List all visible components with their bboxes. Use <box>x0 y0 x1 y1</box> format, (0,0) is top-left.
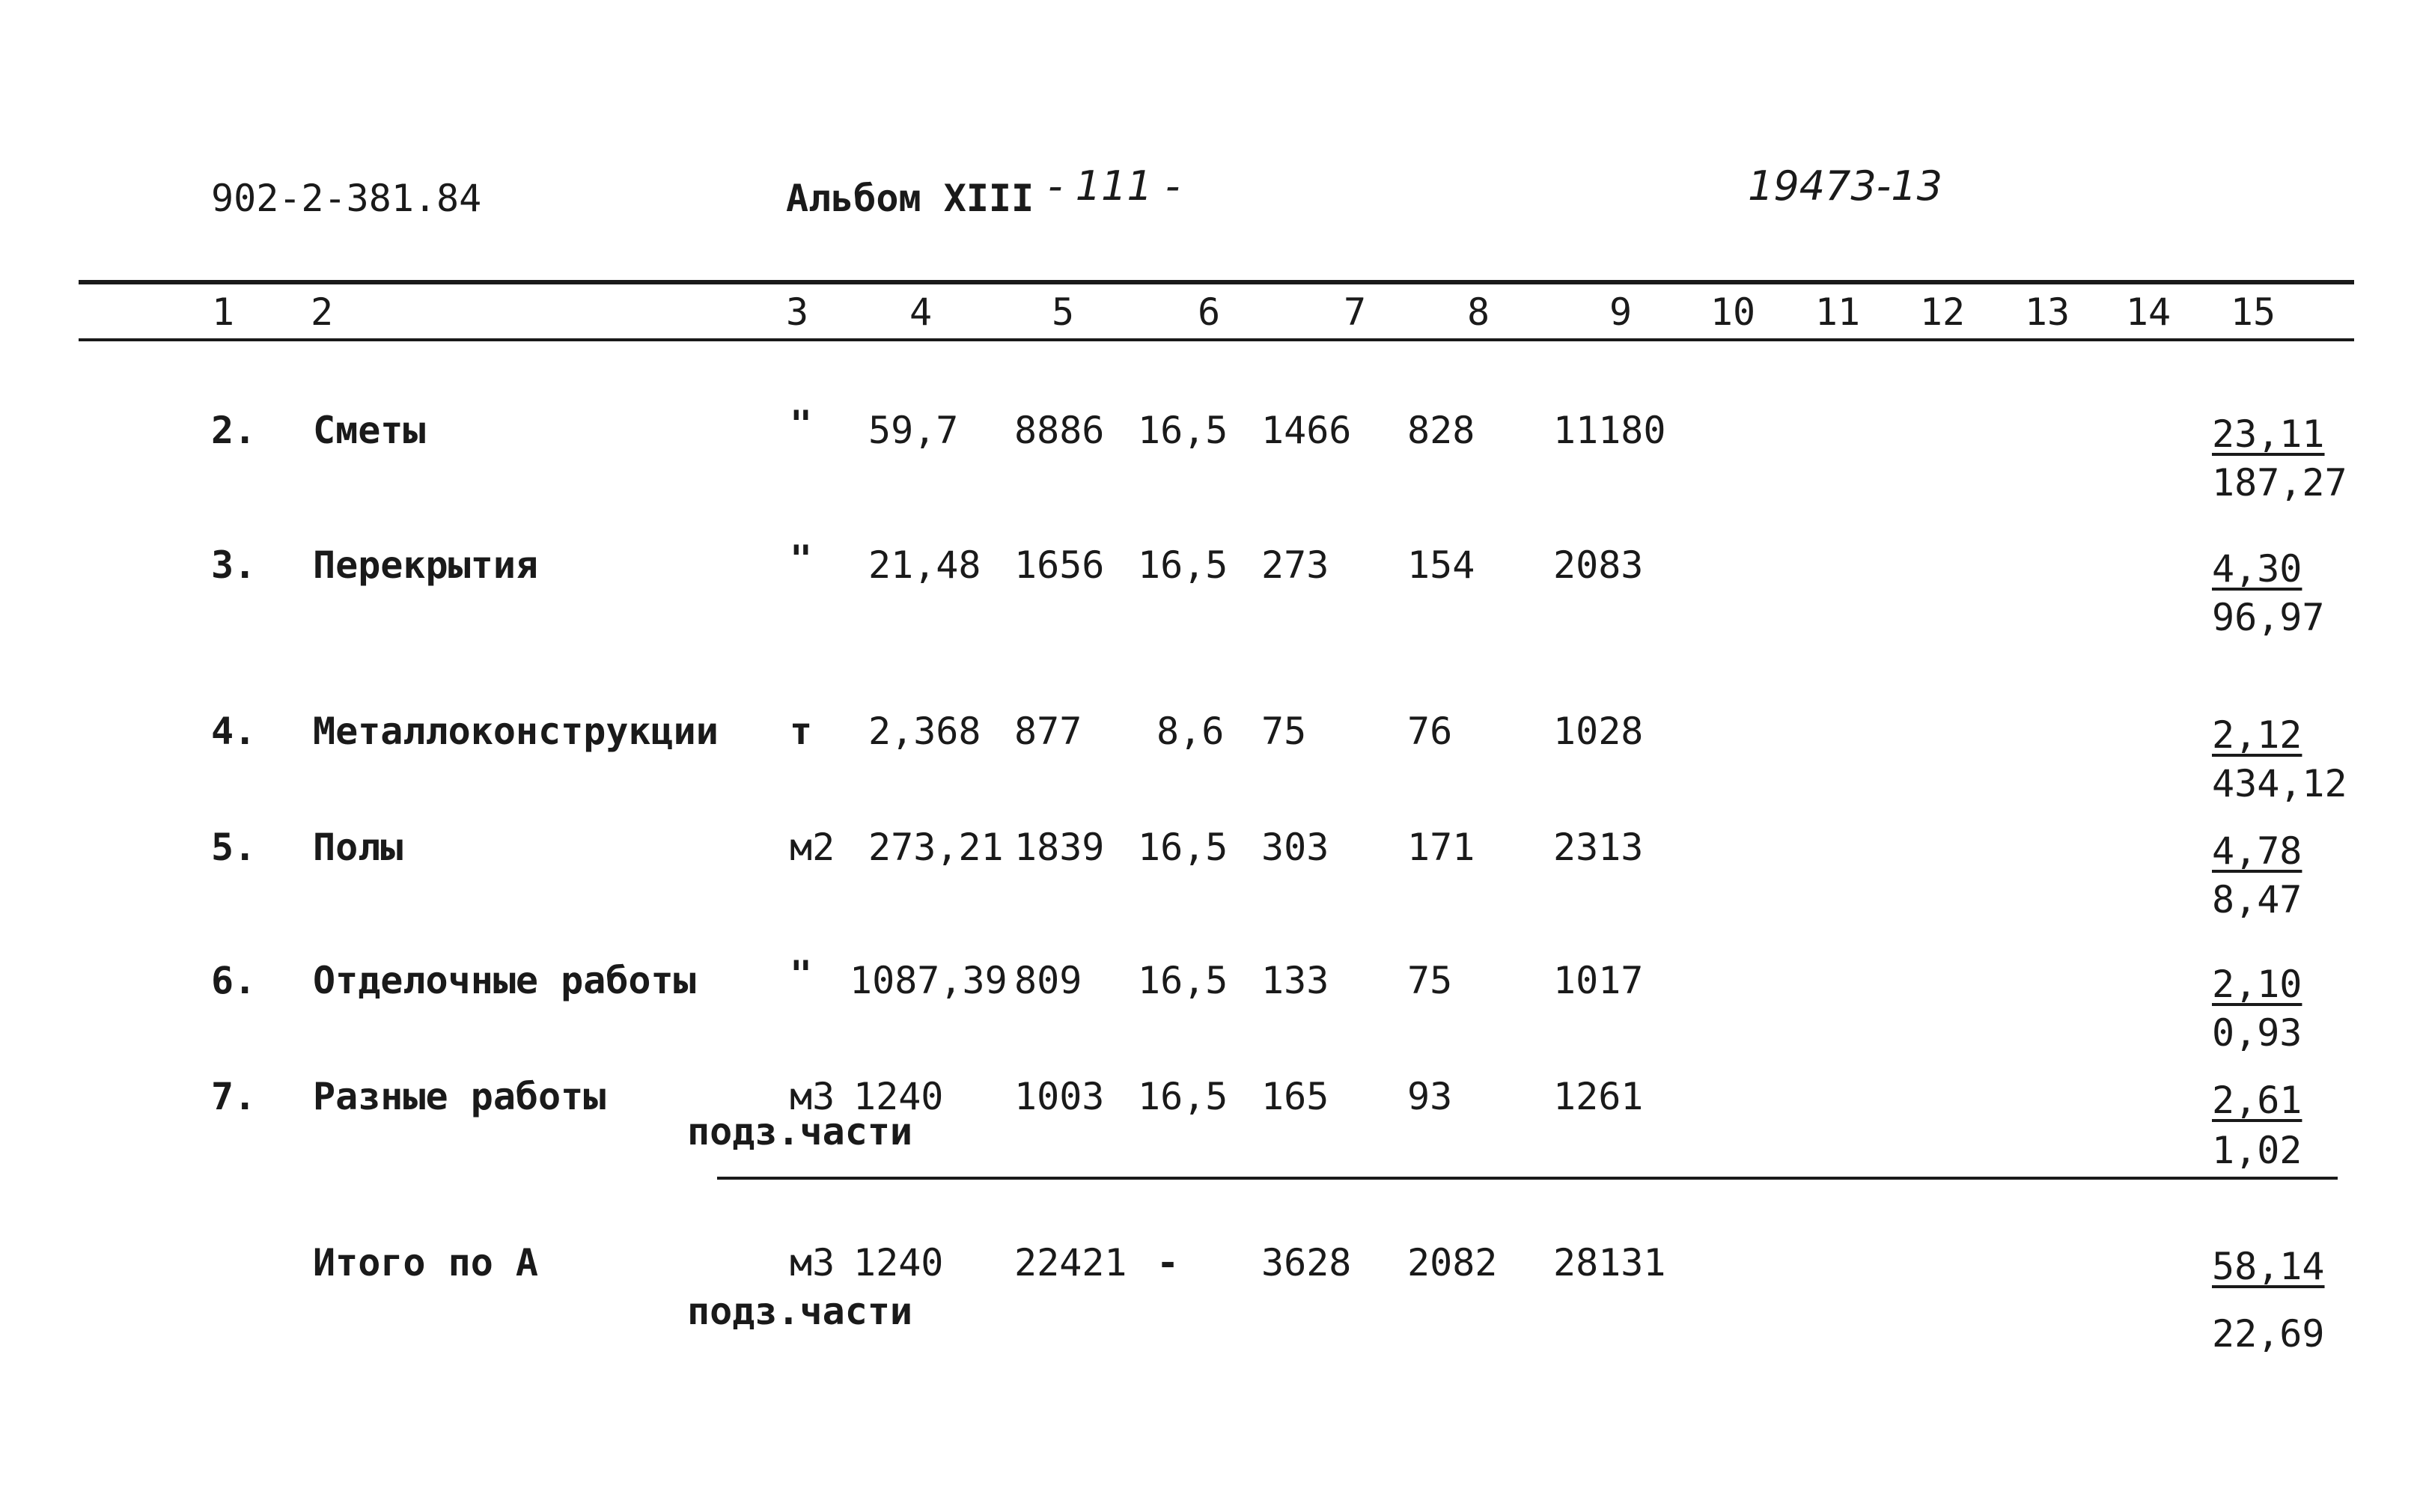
row-col-6: 16,5 <box>1138 543 1228 587</box>
row-unit-note: подз.части <box>687 1110 913 1153</box>
album-label: Альбом XIII <box>786 177 1034 220</box>
row-col-15-bottom: 8,47 <box>2212 878 2302 921</box>
col-header-6: 6 <box>1197 290 1221 334</box>
row-col-15-bottom: 1,02 <box>2212 1129 2302 1172</box>
row-name: Сметы <box>313 409 426 452</box>
row-number: 3. <box>211 543 257 587</box>
doc-code: 902-2-381.84 <box>211 177 482 220</box>
row-name: Перекрытия <box>313 543 539 587</box>
row-col-4: 59,7 <box>868 409 959 452</box>
col-header-9: 9 <box>1609 290 1633 334</box>
total-col-5: 22421 <box>1014 1241 1127 1284</box>
row-unit: " <box>790 953 813 996</box>
col-header-1: 1 <box>211 290 235 334</box>
row-col-4: 1087,39 <box>850 959 1008 1002</box>
row-col-9: 11180 <box>1553 409 1666 452</box>
row-unit: " <box>790 403 813 446</box>
col-header-4: 4 <box>909 290 933 334</box>
total-col-8: 2082 <box>1407 1241 1498 1284</box>
row-number: 4. <box>211 710 257 753</box>
row-col-7: 165 <box>1261 1075 1329 1118</box>
row-col-9: 2083 <box>1553 543 1644 587</box>
header-bottom-rule <box>79 338 2354 341</box>
row-col-15-top: 4,30 <box>2212 547 2302 591</box>
row-col-9: 1028 <box>1553 710 1644 753</box>
total-col-9: 28131 <box>1553 1241 1666 1284</box>
row-col-4: 1240 <box>853 1075 944 1118</box>
row-col-8: 93 <box>1407 1075 1453 1118</box>
row-unit: м2 <box>790 826 835 869</box>
row-col-7: 303 <box>1261 826 1329 869</box>
row-col-5: 1003 <box>1014 1075 1105 1118</box>
row-col-8: 76 <box>1407 710 1453 753</box>
row-col-8: 154 <box>1407 543 1475 587</box>
row-col-7: 75 <box>1261 710 1307 753</box>
header-top-rule <box>79 280 2354 284</box>
row-number: 6. <box>211 959 257 1002</box>
row-col-8: 75 <box>1407 959 1453 1002</box>
row-number: 5. <box>211 826 257 869</box>
row-name: Металлоконструкции <box>313 710 719 753</box>
total-col-15-bottom: 22,69 <box>2212 1312 2325 1356</box>
row-col-15-top: 2,10 <box>2212 963 2302 1006</box>
row-col-15-bottom: 96,97 <box>2212 596 2325 639</box>
col-header-7: 7 <box>1343 290 1367 334</box>
row-col-5: 1656 <box>1014 543 1105 587</box>
col-header-5: 5 <box>1051 290 1075 334</box>
col-header-14: 14 <box>2125 290 2171 334</box>
row-col-9: 1261 <box>1553 1075 1644 1118</box>
col-header-15: 15 <box>2230 290 2276 334</box>
row-col-15-top: 4,78 <box>2212 829 2302 873</box>
row-unit: м3 <box>790 1075 835 1118</box>
row-number: 7. <box>211 1075 257 1118</box>
row-col-5: 877 <box>1014 710 1082 753</box>
total-unit: м3 <box>790 1241 835 1284</box>
row-col-9: 2313 <box>1553 826 1644 869</box>
row-col-8: 828 <box>1407 409 1475 452</box>
row-col-15-top: 23,11 <box>2212 412 2325 456</box>
total-col-4: 1240 <box>853 1241 944 1284</box>
total-col-6: - <box>1156 1241 1180 1284</box>
total-col-7: 3628 <box>1261 1241 1352 1284</box>
row-col-6: 16,5 <box>1138 826 1228 869</box>
total-name: Итого по А <box>313 1241 539 1284</box>
row-unit: " <box>790 537 813 581</box>
col-header-13: 13 <box>2024 290 2070 334</box>
row-col-15-top: 2,12 <box>2212 713 2302 757</box>
row-unit: т <box>790 710 813 753</box>
row-col-7: 1466 <box>1261 409 1352 452</box>
col-header-11: 11 <box>1814 290 1861 334</box>
row-col-15-top: 2,61 <box>2212 1079 2302 1122</box>
page-number: - 111 - <box>1048 162 1180 210</box>
row-col-5: 1839 <box>1014 826 1105 869</box>
row-col-4: 2,368 <box>868 710 981 753</box>
row-col-6: 16,5 <box>1138 1075 1228 1118</box>
row-col-4: 273,21 <box>868 826 1004 869</box>
row-col-6: 8,6 <box>1156 710 1225 753</box>
row-col-4: 21,48 <box>868 543 981 587</box>
row-col-9: 1017 <box>1553 959 1644 1002</box>
col-header-8: 8 <box>1466 290 1490 334</box>
row-col-15-bottom: 434,12 <box>2212 762 2347 805</box>
row-name: Разные работы <box>313 1075 606 1118</box>
row-name: Отделочные работы <box>313 959 696 1002</box>
inventory-number: 19473-13 <box>1748 162 1942 210</box>
row-number: 2. <box>211 409 257 452</box>
total-col-15-top: 58,14 <box>2212 1245 2325 1288</box>
row-col-5: 8886 <box>1014 409 1105 452</box>
col-header-2: 2 <box>310 290 334 334</box>
row-col-7: 133 <box>1261 959 1329 1002</box>
total-rule <box>717 1177 2338 1180</box>
row-col-15-bottom: 0,93 <box>2212 1011 2302 1055</box>
row-name: Полы <box>313 826 403 869</box>
total-unit-note: подз.части <box>687 1290 913 1333</box>
col-header-3: 3 <box>785 290 809 334</box>
row-col-6: 16,5 <box>1138 959 1228 1002</box>
row-col-5: 809 <box>1014 959 1082 1002</box>
row-col-7: 273 <box>1261 543 1329 587</box>
col-header-10: 10 <box>1710 290 1756 334</box>
row-col-8: 171 <box>1407 826 1475 869</box>
col-header-12: 12 <box>1919 290 1966 334</box>
row-col-15-bottom: 187,27 <box>2212 461 2347 504</box>
row-col-6: 16,5 <box>1138 409 1228 452</box>
